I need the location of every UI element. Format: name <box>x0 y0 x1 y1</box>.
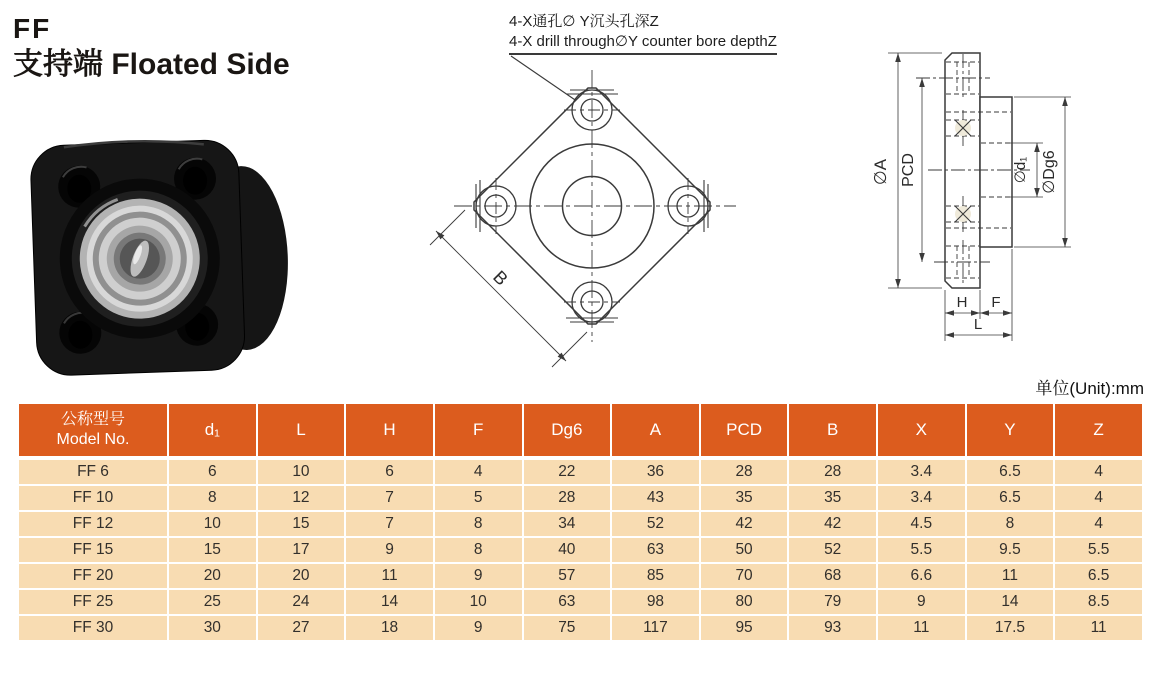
side-view-drawing <box>858 38 1160 350</box>
table-cell: 28 <box>700 459 789 485</box>
table-cell: 5.5 <box>877 537 966 563</box>
table-cell: 10 <box>434 589 523 615</box>
table-cell: 63 <box>523 589 612 615</box>
table-cell: 8.5 <box>1054 589 1143 615</box>
table-cell: 6 <box>168 459 257 485</box>
model-cell: FF 15 <box>18 537 168 563</box>
table-cell: 25 <box>168 589 257 615</box>
table-cell: 57 <box>523 563 612 589</box>
table-cell: 9 <box>434 563 523 589</box>
table-cell: 5.5 <box>1054 537 1143 563</box>
header-x: X <box>877 403 966 459</box>
model-cell: FF 30 <box>18 615 168 641</box>
table-cell: 42 <box>788 511 877 537</box>
header-model-en: Model No. <box>56 431 130 448</box>
table-cell: 6.6 <box>877 563 966 589</box>
table-cell: 14 <box>345 589 434 615</box>
table-cell: 7 <box>345 511 434 537</box>
model-cell: FF 25 <box>18 589 168 615</box>
table-cell: 7 <box>345 485 434 511</box>
header-pcd: PCD <box>700 403 789 459</box>
dim-a-label: ∅A <box>871 158 890 186</box>
header-y: Y <box>966 403 1055 459</box>
table-cell: 4 <box>1054 459 1143 485</box>
table-cell: 63 <box>611 537 700 563</box>
table-cell: 85 <box>611 563 700 589</box>
table-cell: 14 <box>966 589 1055 615</box>
header-z: Z <box>1054 403 1143 459</box>
table-cell: 93 <box>788 615 877 641</box>
header-b: B <box>788 403 877 459</box>
table-row <box>18 537 1143 563</box>
table-cell: 3.4 <box>877 459 966 485</box>
table-cell: 10 <box>257 459 346 485</box>
table-cell: 9.5 <box>966 537 1055 563</box>
model-cell: FF 6 <box>18 459 168 485</box>
table-cell: 20 <box>168 563 257 589</box>
table-cell: 15 <box>168 537 257 563</box>
table-cell: 95 <box>700 615 789 641</box>
table-cell: 3.4 <box>877 485 966 511</box>
front-view-drawing <box>420 10 760 388</box>
table-cell: 70 <box>700 563 789 589</box>
table-cell: 42 <box>700 511 789 537</box>
model-cell: FF 12 <box>18 511 168 537</box>
table-cell: 17 <box>257 537 346 563</box>
table-cell: 8 <box>966 511 1055 537</box>
table-row <box>18 563 1143 589</box>
table-cell: 4 <box>1054 511 1143 537</box>
page-title: 支持端 Floated Side <box>13 48 290 82</box>
table-cell: 52 <box>788 537 877 563</box>
table-cell: 30 <box>168 615 257 641</box>
table-cell: 4 <box>434 459 523 485</box>
table-cell: 17.5 <box>966 615 1055 641</box>
dim-f-label: F <box>991 294 1001 311</box>
table-cell: 6.5 <box>966 485 1055 511</box>
table-cell: 18 <box>345 615 434 641</box>
table-cell: 79 <box>788 589 877 615</box>
table-cell: 9 <box>345 537 434 563</box>
table-row <box>18 485 1143 511</box>
table-cell: 11 <box>1054 615 1143 641</box>
table-cell: 117 <box>611 615 700 641</box>
model-cell: FF 20 <box>18 563 168 589</box>
table-cell: 5 <box>434 485 523 511</box>
header-model-zh: 公称型号 <box>60 411 125 428</box>
header-h: H <box>345 403 434 459</box>
table-cell: 35 <box>700 485 789 511</box>
unit-note: 单位(Unit):mm <box>1035 379 1144 398</box>
header-f: F <box>434 403 523 459</box>
series-code: FF <box>13 13 52 44</box>
table-cell: 8 <box>168 485 257 511</box>
header-d1: d₁ <box>168 403 257 459</box>
table-cell: 27 <box>257 615 346 641</box>
product-photo <box>28 134 290 396</box>
table-cell: 9 <box>877 589 966 615</box>
page-title-block <box>13 14 290 81</box>
table-cell: 35 <box>788 485 877 511</box>
table-cell: 12 <box>257 485 346 511</box>
table-cell: 6.5 <box>966 459 1055 485</box>
table-cell: 50 <box>700 537 789 563</box>
table-cell: 20 <box>257 563 346 589</box>
table-cell: 6.5 <box>1054 563 1143 589</box>
table-cell: 8 <box>434 537 523 563</box>
table-row <box>18 589 1143 615</box>
table-cell: 80 <box>700 589 789 615</box>
header-model <box>18 403 168 459</box>
table-cell: 11 <box>345 563 434 589</box>
table-cell: 75 <box>523 615 612 641</box>
table-cell: 8 <box>434 511 523 537</box>
table-row <box>18 511 1143 537</box>
table-cell: 40 <box>523 537 612 563</box>
dim-b-label: B <box>489 266 512 290</box>
table-cell: 4 <box>1054 485 1143 511</box>
table-cell: 43 <box>611 485 700 511</box>
table-cell: 36 <box>611 459 700 485</box>
dim-d1-label: ∅d₁ <box>1012 156 1029 184</box>
table-cell: 28 <box>788 459 877 485</box>
boss-side-outline <box>980 97 1012 247</box>
table-row <box>18 615 1143 641</box>
spec-table <box>18 403 1143 641</box>
table-cell: 4.5 <box>877 511 966 537</box>
table-cell: 15 <box>257 511 346 537</box>
leader-line <box>511 56 581 104</box>
header-a: A <box>611 403 700 459</box>
dim-h-label: H <box>956 294 968 311</box>
table-cell: 52 <box>611 511 700 537</box>
dim-pcd-label: PCD <box>900 153 917 187</box>
table-cell: 9 <box>434 615 523 641</box>
table-cell: 98 <box>611 589 700 615</box>
header-dg6: Dg6 <box>523 403 612 459</box>
table-cell: 34 <box>523 511 612 537</box>
header-l: L <box>257 403 346 459</box>
model-cell: FF 10 <box>18 485 168 511</box>
table-cell: 24 <box>257 589 346 615</box>
table-cell: 22 <box>523 459 612 485</box>
dim-l-label: L <box>973 316 983 333</box>
table-cell: 11 <box>966 563 1055 589</box>
table-cell: 11 <box>877 615 966 641</box>
dim-dg6-label: ∅Dg6 <box>1041 150 1058 194</box>
hole-annotation-en: 4-X drill through∅Y counter bore depthZ <box>509 32 777 55</box>
table-cell: 28 <box>523 485 612 511</box>
hole-annotation-zh: 4-X通孔∅ Y沉头孔深Z <box>509 13 659 30</box>
flange-side-outline <box>945 53 980 288</box>
table-header-row <box>18 403 1143 459</box>
table-cell: 6 <box>345 459 434 485</box>
table-row <box>18 459 1143 485</box>
table-cell: 10 <box>168 511 257 537</box>
table-cell: 68 <box>788 563 877 589</box>
